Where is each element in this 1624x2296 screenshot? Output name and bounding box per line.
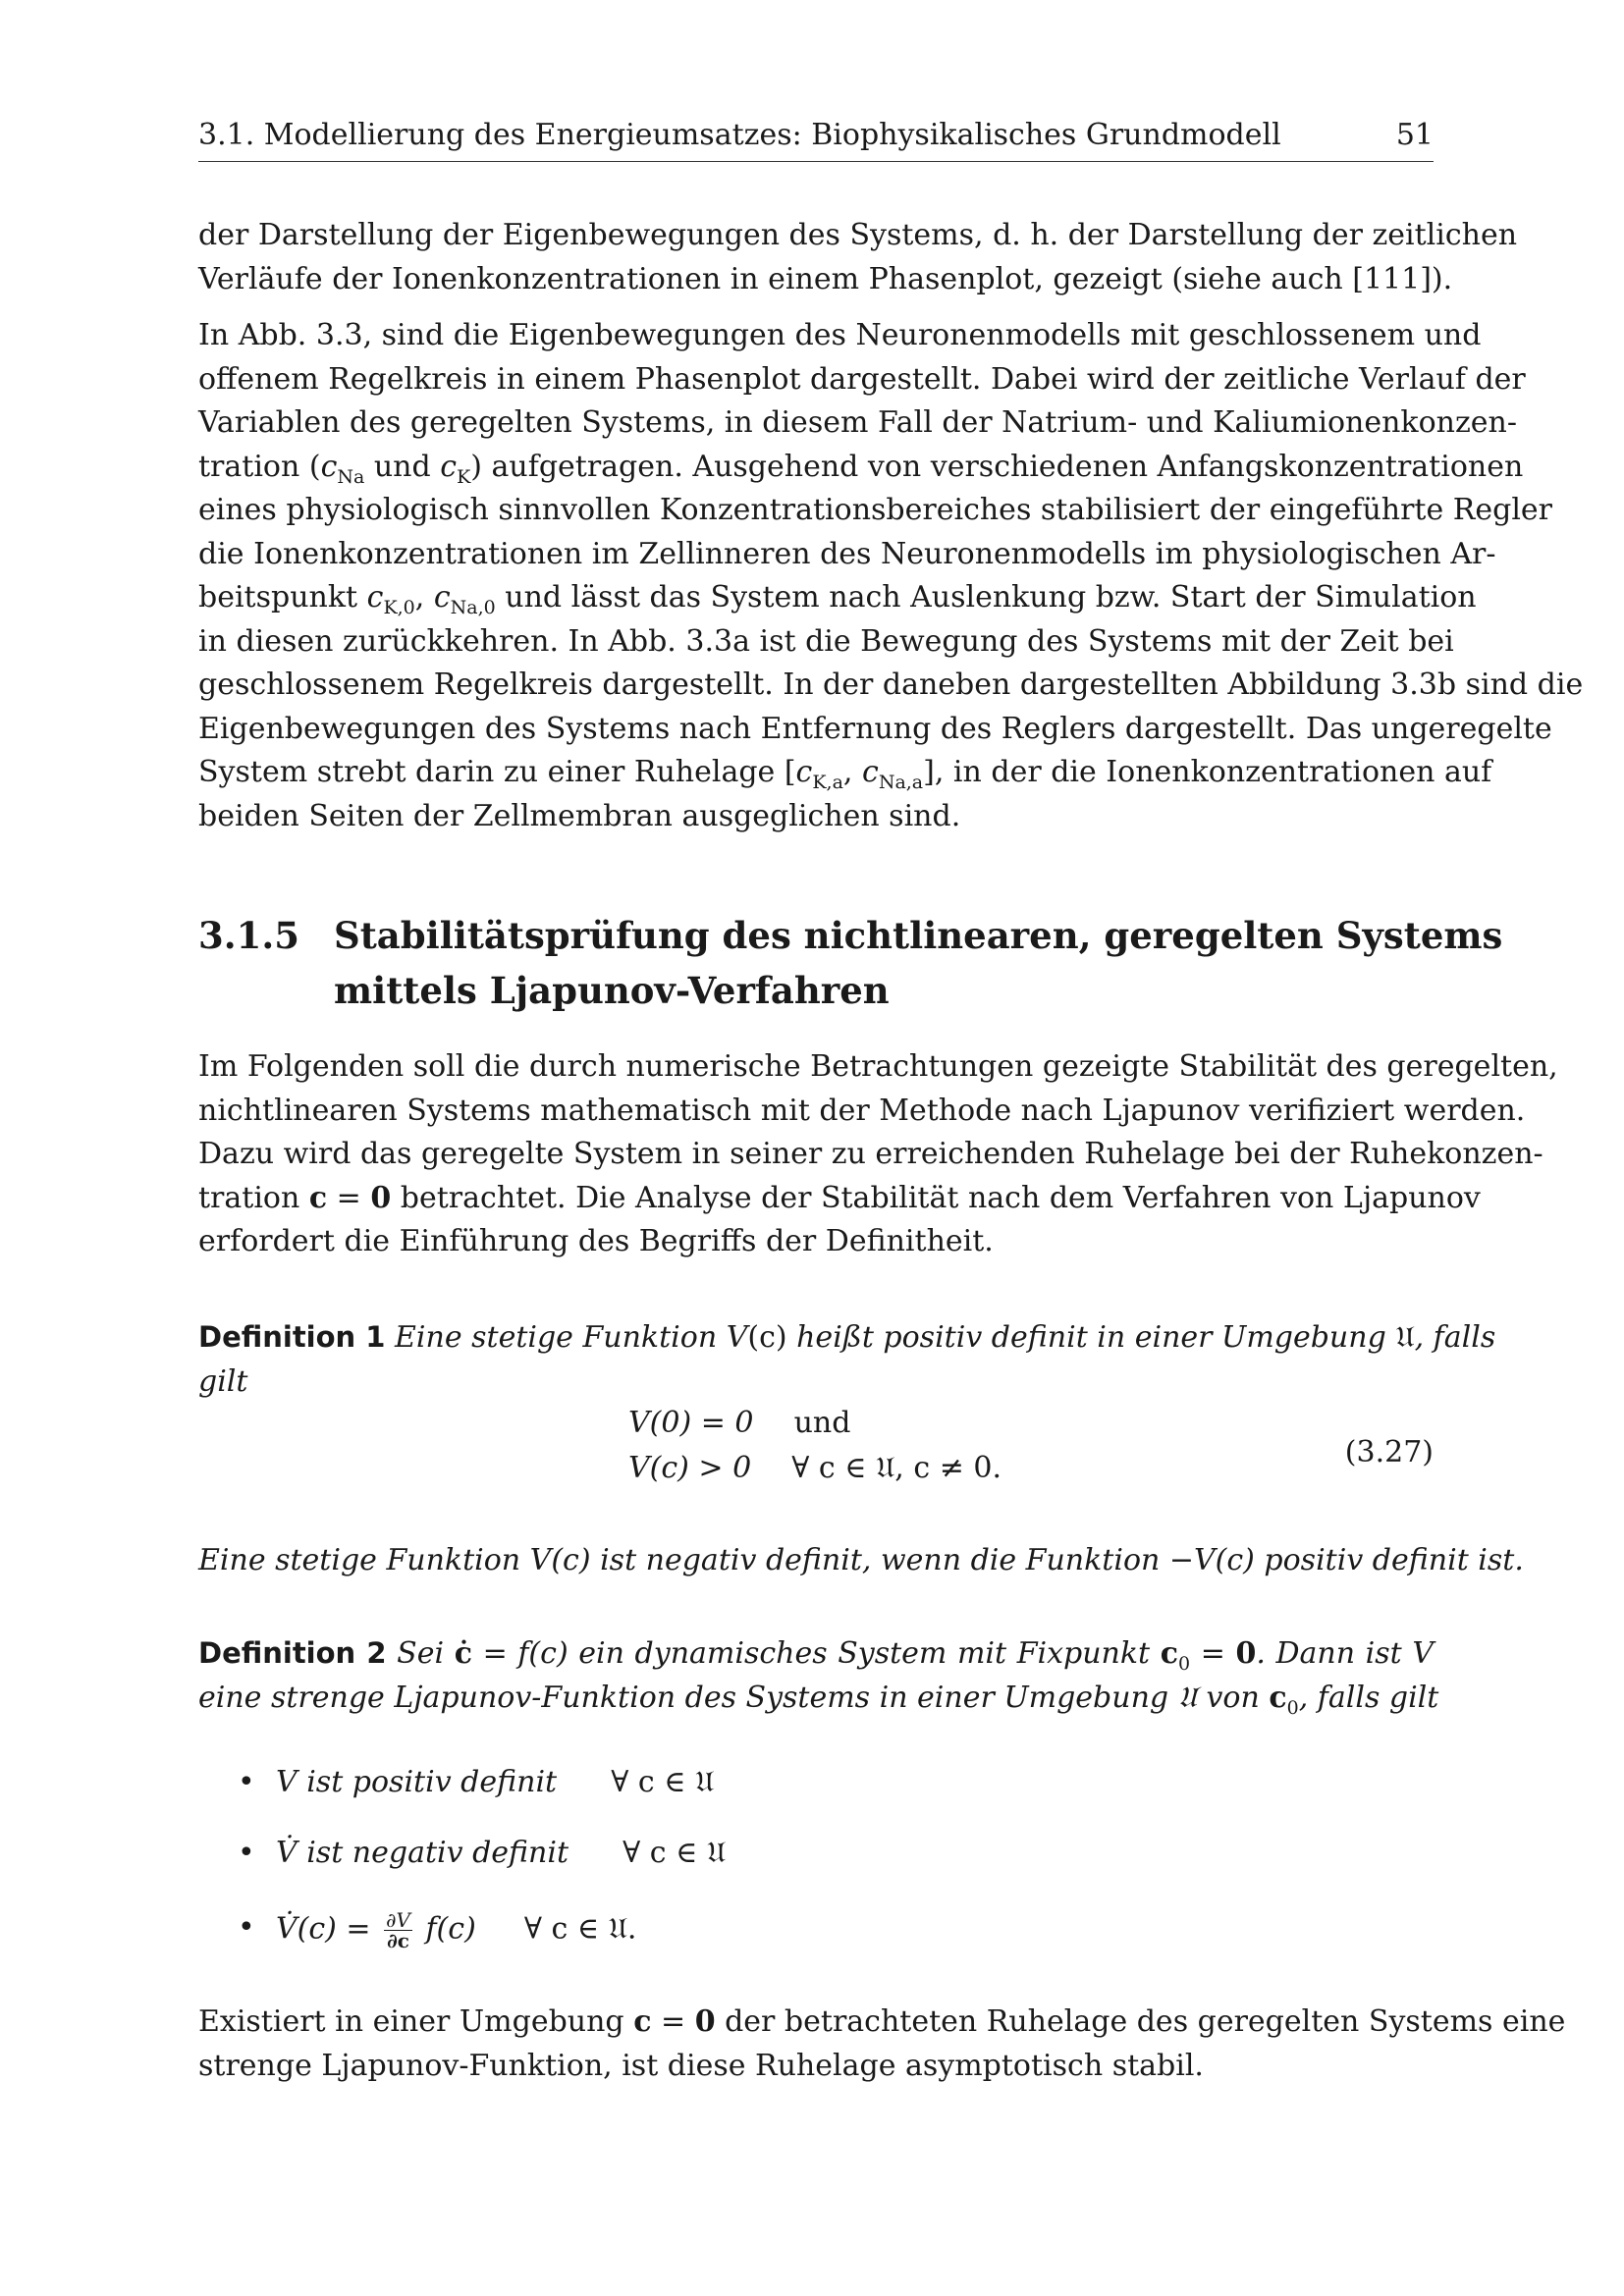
equation-number: (3.27): [1344, 1435, 1434, 1469]
math-var: c: [795, 755, 813, 789]
text-line: die Ionenkonzentrationen im Zellinneren des Neuronenmodells im physiologischen Ar-: [198, 536, 1496, 571]
subscript: Na,a: [878, 772, 924, 793]
text-span: . Dann ist V: [1256, 1636, 1435, 1671]
fraction-denominator: ∂c: [387, 1929, 409, 1952]
subscript: 0: [1286, 1696, 1299, 1719]
text-line: [198, 1677, 1439, 1721]
fraction-numerator: ∂V: [386, 1908, 410, 1932]
text-span: V ist positiv definit: [276, 1765, 558, 1799]
text-span: eine strenge Ljapunov-Funktion des Systems in einer Umgebung 𝔘 von: [198, 1680, 1270, 1715]
equation-rhs: und: [793, 1406, 851, 1440]
text-line: erfordert die Einführung des Begriffs der Definitheit.: [198, 1224, 994, 1258]
text-span: heißt positiv definit in einer Umgebung: [786, 1320, 1396, 1355]
text-line: Eine stetige Funktion V(c) ist negativ definit, wenn die Funktion −V(c) positiv definit ist.: [198, 1543, 1524, 1577]
section-number: 3.1.5: [198, 914, 299, 957]
list-item-content: [276, 1765, 714, 1799]
text-line: beiden Seiten der Zellmembran ausgeglichen sind.: [198, 798, 961, 833]
partial-fraction: [384, 1910, 412, 1950]
paragraph-conclusion: [198, 2001, 1566, 2088]
text-span: ,: [842, 755, 862, 789]
math-var: 0: [1235, 1636, 1257, 1671]
text-line: [198, 751, 1492, 795]
paragraph-ljapunov-intro: [198, 1045, 1558, 1264]
math-var: 0: [694, 2004, 716, 2039]
text-span: ], in der die Ionenkonzentrationen auf: [923, 755, 1492, 789]
math-var: (c): [747, 1320, 787, 1355]
text-line: strenge Ljapunov-Funktion, ist diese Ruhelage asymptotisch stabil.: [198, 2048, 1204, 2083]
bullet-icon: •: [238, 1910, 255, 1945]
section-title-line: Stabilitätsprüfung des nichtlinearen, geregelten Systems: [334, 914, 1503, 957]
math-var: c: [440, 449, 458, 484]
text-line: [198, 1177, 1481, 1221]
paragraph-continuation: [198, 214, 1518, 301]
subscript: Na: [337, 465, 365, 488]
subscript: 0: [1178, 1653, 1191, 1675]
subscript: K: [457, 465, 471, 488]
text-span: ∀ c ∈ 𝔘.: [523, 1911, 637, 1947]
text-span: V̇(c) =: [276, 1911, 371, 1947]
text-line: der Darstellung der Eigenbewegungen des Systems, d. h. der Darstellung der zeitlichen: [198, 218, 1518, 252]
text-span: = f(c) ein dynamisches System mit Fixpunkt: [471, 1636, 1161, 1671]
text-span: System strebt darin zu einer Ruhelage [: [198, 755, 796, 789]
text-span: ) aufgetragen. Ausgehend von verschiedenen Anfangskonzentrationen: [470, 449, 1524, 484]
text-line: in diesen zurückkehren. In Abb. 3.3a ist die Bewegung des Systems mit der Zeit bei: [198, 623, 1454, 659]
text-line: [198, 576, 1477, 620]
definition-1: [198, 1315, 1496, 1404]
text-line: gilt: [198, 1363, 248, 1399]
equation-rhs: ∀ c ∈ 𝔘, c ≠ 0.: [791, 1451, 1001, 1485]
text-span: =: [1190, 1636, 1236, 1671]
text-line: Im Folgenden soll die durch numerische Betrachtungen gezeigte Stabilität des geregelten,: [198, 1049, 1558, 1084]
subscript: K,0: [383, 597, 415, 618]
text-span: tration: [198, 1180, 309, 1215]
text-span: ∀ c ∈ 𝔘: [623, 1836, 727, 1870]
text-line: In Abb. 3.3, sind die Eigenbewegungen des Neuronenmodells mit geschlossenem und: [198, 318, 1482, 352]
text-line: Verläufe der Ionenkonzentrationen in einem Phasenplot, gezeigt (siehe auch [111]).: [198, 261, 1453, 296]
text-span: =: [651, 2004, 695, 2039]
text-span: Sei: [397, 1636, 455, 1671]
text-span: und lässt das System nach Auslenkung bzw. Start der Simulation: [495, 580, 1477, 614]
text-line: geschlossenem Regelkreis dargestellt. In der daneben dargestellten Abbildung 3.3b sind die: [198, 667, 1584, 702]
text-line: offenem Regelkreis in einem Phasenplot dargestellt. Dabei wird der zeitliche Verlauf der: [198, 361, 1526, 397]
text-line: [198, 1631, 1434, 1677]
text-span: ∀ c ∈ 𝔘: [611, 1765, 715, 1799]
subscript: Na,0: [450, 597, 496, 618]
text-line: [198, 1315, 1496, 1361]
text-line: eines physiologisch sinnvollen Konzentrationsbereiches stabilisiert der eingeführte Regler: [198, 493, 1553, 527]
math-var: ċ: [454, 1636, 472, 1671]
definition-2: [198, 1631, 1439, 1720]
page-number: 51: [1395, 118, 1434, 152]
definition-label: Definition 1: [198, 1320, 386, 1354]
text-span: tration (: [198, 449, 321, 484]
math-var: 0: [370, 1180, 392, 1215]
subscript: K,a: [812, 772, 843, 793]
definition-label: Definition 2: [198, 1636, 387, 1670]
bullet-icon: •: [238, 1765, 255, 1799]
text-span: ,: [414, 580, 434, 614]
text-span: , falls gilt: [1298, 1680, 1439, 1715]
text-span: beitspunkt: [198, 580, 367, 614]
bullet-icon: •: [238, 1836, 255, 1870]
text-span: betrachtet. Die Analyse der Stabilität nach dem Verfahren von Ljapunov: [391, 1180, 1481, 1215]
paragraph-phase-plot: [198, 314, 1584, 838]
text-line: Variablen des geregelten Systems, in diesem Fall der Natrium- und Kaliumionenkonzen-: [198, 405, 1518, 440]
text-line: [198, 446, 1524, 490]
math-var: c: [433, 580, 451, 614]
section-title: [334, 908, 1503, 1018]
definition-1-note: [198, 1539, 1524, 1583]
text-span: der betrachteten Ruhelage des geregelten Systems eine: [715, 2004, 1566, 2039]
math-var: c: [1160, 1636, 1178, 1671]
equation-line: [628, 1406, 850, 1440]
equation-lhs: V(c) > 0: [628, 1451, 752, 1485]
text-span: Eine stetige Funktion: [395, 1320, 727, 1355]
text-span: V̇ ist negativ definit: [276, 1836, 569, 1870]
running-header: [198, 118, 1434, 162]
text-line: [198, 2001, 1566, 2045]
equation-lhs: V(0) = 0: [628, 1406, 754, 1440]
math-var: 𝔘: [1395, 1320, 1415, 1355]
text-span: =: [327, 1180, 371, 1215]
section-title-line: mittels Ljapunov-Verfahren: [334, 969, 890, 1012]
text-span: , falls: [1414, 1320, 1496, 1355]
math-var: c: [1269, 1680, 1287, 1715]
header-title: 3.1. Modellierung des Energieumsatzes: Biophysikalisches Grundmodell: [198, 118, 1281, 152]
math-var: c: [366, 580, 384, 614]
math-var: c: [320, 449, 338, 484]
math-var: c: [862, 755, 879, 789]
text-span: Existiert in einer Umgebung: [198, 2004, 634, 2039]
equation-line: [628, 1451, 1001, 1485]
list-item-content: [276, 1836, 726, 1870]
text-line: Eigenbewegungen des Systems nach Entfernung des Reglers dargestellt. Das ungeregelte: [198, 711, 1552, 746]
text-span: f(c): [425, 1911, 476, 1947]
math-var: c: [308, 1180, 328, 1215]
text-span: und: [364, 449, 441, 484]
math-var: c: [633, 2004, 652, 2039]
text-line: Dazu wird das geregelte System in seiner zu erreichenden Ruhelage bei der Ruhekonzen-: [198, 1137, 1543, 1171]
math-var: V: [726, 1320, 748, 1355]
list-item-content: [276, 1910, 636, 1950]
text-line: nichtlinearen Systems mathematisch mit der Methode nach Ljapunov verifiziert werden.: [198, 1093, 1526, 1128]
